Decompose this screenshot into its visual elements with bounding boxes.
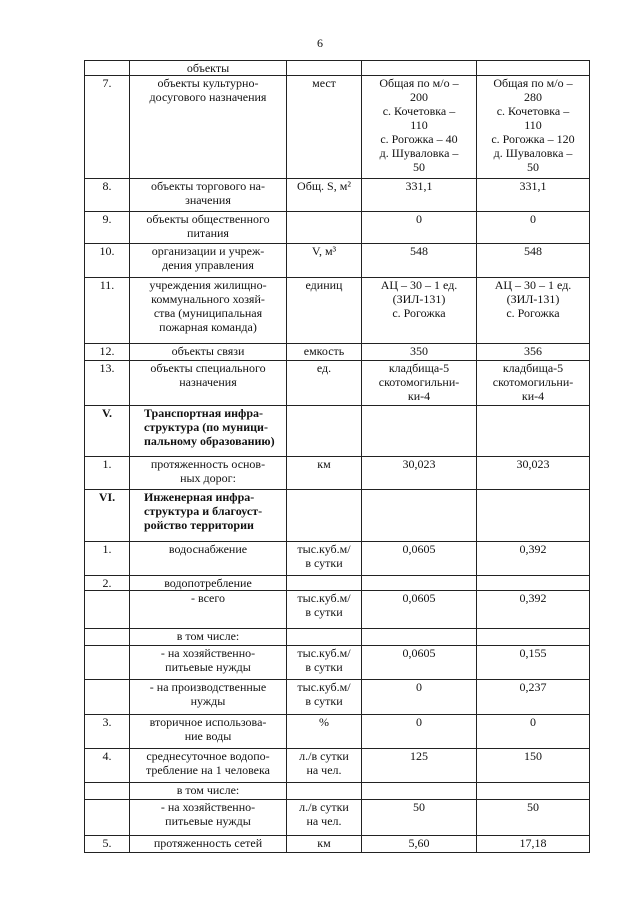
row-number-cell <box>85 61 130 76</box>
row-number-cell <box>85 783 130 800</box>
row-number-cell: 9. <box>85 212 130 244</box>
indicator-name-cell: объекты связи <box>130 344 287 361</box>
value-planned-cell: 17,18 <box>477 836 590 853</box>
unit-cell: тыс.куб.м/ в сутки <box>287 591 362 629</box>
indicator-name-cell: объекты <box>130 61 287 76</box>
value-current-cell: 331,1 <box>362 179 477 212</box>
value-current-cell: 548 <box>362 244 477 278</box>
table-row <box>85 490 590 542</box>
unit-cell: тыс.куб.м/ в сутки <box>287 646 362 680</box>
value-planned-cell: 0 <box>477 212 590 244</box>
value-planned-cell <box>477 61 590 76</box>
value-planned-cell: 331,1 <box>477 179 590 212</box>
value-current-cell: 125 <box>362 749 477 783</box>
row-number-cell: 3. <box>85 715 130 749</box>
table-row <box>85 783 590 800</box>
value-current-cell: 0,0605 <box>362 646 477 680</box>
indicator-name-cell: учреждения жилищно- коммунального хозяй- ства (муниципальная пожарная команда) <box>130 278 287 344</box>
table-row <box>85 749 590 783</box>
row-number-cell: 7. <box>85 76 130 179</box>
row-number-cell <box>85 646 130 680</box>
table-row <box>85 542 590 576</box>
unit-cell <box>287 61 362 76</box>
table-row <box>85 76 590 179</box>
unit-cell: % <box>287 715 362 749</box>
value-planned-cell: 150 <box>477 749 590 783</box>
indicator-name-cell: - на хозяйственно- питьевые нужды <box>130 800 287 836</box>
table-row <box>85 278 590 344</box>
unit-cell: емкость <box>287 344 362 361</box>
value-planned-cell <box>477 629 590 646</box>
table-row <box>85 212 590 244</box>
indicator-name-cell: водопотребление <box>130 576 287 591</box>
unit-cell: км <box>287 457 362 490</box>
table-row <box>85 457 590 490</box>
value-planned-cell: 0 <box>477 715 590 749</box>
table-row <box>85 344 590 361</box>
indicator-name-cell: - на хозяйственно- питьевые нужды <box>130 646 287 680</box>
unit-cell <box>287 576 362 591</box>
row-number-cell: 5. <box>85 836 130 853</box>
unit-cell <box>287 406 362 457</box>
value-current-cell: 0,0605 <box>362 542 477 576</box>
value-current-cell <box>362 61 477 76</box>
value-current-cell <box>362 490 477 542</box>
table-row <box>85 680 590 715</box>
table-row <box>85 629 590 646</box>
value-planned-cell: кладбища-5 скотомогильни- ки-4 <box>477 361 590 406</box>
row-number-cell: 8. <box>85 179 130 212</box>
indicator-name-cell: объекты торгового на- значения <box>130 179 287 212</box>
table-row <box>85 361 590 406</box>
unit-cell: л./в сутки на чел. <box>287 800 362 836</box>
value-current-cell: 350 <box>362 344 477 361</box>
indicator-name-cell: объекты культурно- досугового назначения <box>130 76 287 179</box>
unit-cell: мест <box>287 76 362 179</box>
value-planned-cell: АЦ – 30 – 1 ед. (ЗИЛ-131) с. Рогожка <box>477 278 590 344</box>
table-row <box>85 800 590 836</box>
indicator-name-cell: организации и учреж- дения управления <box>130 244 287 278</box>
row-number-cell: VI. <box>85 490 130 542</box>
table-row <box>85 244 590 278</box>
unit-cell: V, м³ <box>287 244 362 278</box>
unit-cell: км <box>287 836 362 853</box>
row-number-cell: 10. <box>85 244 130 278</box>
row-number-cell: 11. <box>85 278 130 344</box>
value-current-cell: кладбища-5 скотомогильни- ки-4 <box>362 361 477 406</box>
value-current-cell: 0 <box>362 715 477 749</box>
unit-cell: Общ. S, м² <box>287 179 362 212</box>
row-number-cell <box>85 680 130 715</box>
value-planned-cell: 0,237 <box>477 680 590 715</box>
value-planned-cell: Общая по м/о – 280 с. Кочетовка – 110 с. Рогожка – 120 д. Шуваловка – 50 <box>477 76 590 179</box>
row-number-cell: 13. <box>85 361 130 406</box>
table-row <box>85 179 590 212</box>
unit-cell: л./в сутки на чел. <box>287 749 362 783</box>
value-planned-cell <box>477 490 590 542</box>
row-number-cell <box>85 629 130 646</box>
row-number-cell <box>85 800 130 836</box>
value-current-cell: 0 <box>362 212 477 244</box>
unit-cell: ед. <box>287 361 362 406</box>
table-row <box>85 591 590 629</box>
table-row <box>85 576 590 591</box>
table-row <box>85 715 590 749</box>
value-planned-cell: 548 <box>477 244 590 278</box>
table-row <box>85 61 590 76</box>
indicator-name-cell: - всего <box>130 591 287 629</box>
value-current-cell: 0 <box>362 680 477 715</box>
value-current-cell: АЦ – 30 – 1 ед. (ЗИЛ-131) с. Рогожка <box>362 278 477 344</box>
value-current-cell: 0,0605 <box>362 591 477 629</box>
indicator-name-cell: - на производственные нужды <box>130 680 287 715</box>
value-planned-cell: 50 <box>477 800 590 836</box>
table-row <box>85 646 590 680</box>
row-number-cell: 4. <box>85 749 130 783</box>
value-planned-cell <box>477 783 590 800</box>
value-planned-cell: 0,155 <box>477 646 590 680</box>
value-current-cell <box>362 406 477 457</box>
value-current-cell: 30,023 <box>362 457 477 490</box>
indicator-name-cell: Инженерная инфра- структура и благоуст- ройство территории <box>130 490 287 542</box>
value-current-cell <box>362 629 477 646</box>
indicator-name-cell: в том числе: <box>130 783 287 800</box>
value-planned-cell: 30,023 <box>477 457 590 490</box>
indicator-name-cell: Транспортная инфра- структура (по муници- пальному образованию) <box>130 406 287 457</box>
indicator-name-cell: водоснабжение <box>130 542 287 576</box>
value-planned-cell: 0,392 <box>477 591 590 629</box>
row-number-cell: 2. <box>85 576 130 591</box>
table-row <box>85 406 590 457</box>
indicators-table <box>84 60 590 853</box>
value-current-cell <box>362 783 477 800</box>
row-number-cell: 12. <box>85 344 130 361</box>
indicator-name-cell: протяженность основ- ных дорог: <box>130 457 287 490</box>
indicator-name-cell: среднесуточное водопо- требление на 1 человека <box>130 749 287 783</box>
row-number-cell: 1. <box>85 457 130 490</box>
unit-cell: единиц <box>287 278 362 344</box>
unit-cell: тыс.куб.м/ в сутки <box>287 542 362 576</box>
row-number-cell: V. <box>85 406 130 457</box>
value-current-cell <box>362 576 477 591</box>
row-number-cell <box>85 591 130 629</box>
indicator-name-cell: протяженность сетей <box>130 836 287 853</box>
row-number-cell: 1. <box>85 542 130 576</box>
page-number: 6 <box>317 36 323 50</box>
indicator-name-cell: в том числе: <box>130 629 287 646</box>
value-planned-cell: 356 <box>477 344 590 361</box>
unit-cell <box>287 783 362 800</box>
indicator-name-cell: вторичное использова- ние воды <box>130 715 287 749</box>
value-planned-cell <box>477 576 590 591</box>
table-row <box>85 836 590 853</box>
value-planned-cell: 0,392 <box>477 542 590 576</box>
value-current-cell: 5,60 <box>362 836 477 853</box>
unit-cell <box>287 490 362 542</box>
unit-cell <box>287 629 362 646</box>
unit-cell <box>287 212 362 244</box>
indicator-name-cell: объекты специального назначения <box>130 361 287 406</box>
indicator-name-cell: объекты общественного питания <box>130 212 287 244</box>
value-planned-cell <box>477 406 590 457</box>
value-current-cell: 50 <box>362 800 477 836</box>
value-current-cell: Общая по м/о – 200 с. Кочетовка – 110 с. Рогожка – 40 д. Шуваловка – 50 <box>362 76 477 179</box>
unit-cell: тыс.куб.м/ в сутки <box>287 680 362 715</box>
